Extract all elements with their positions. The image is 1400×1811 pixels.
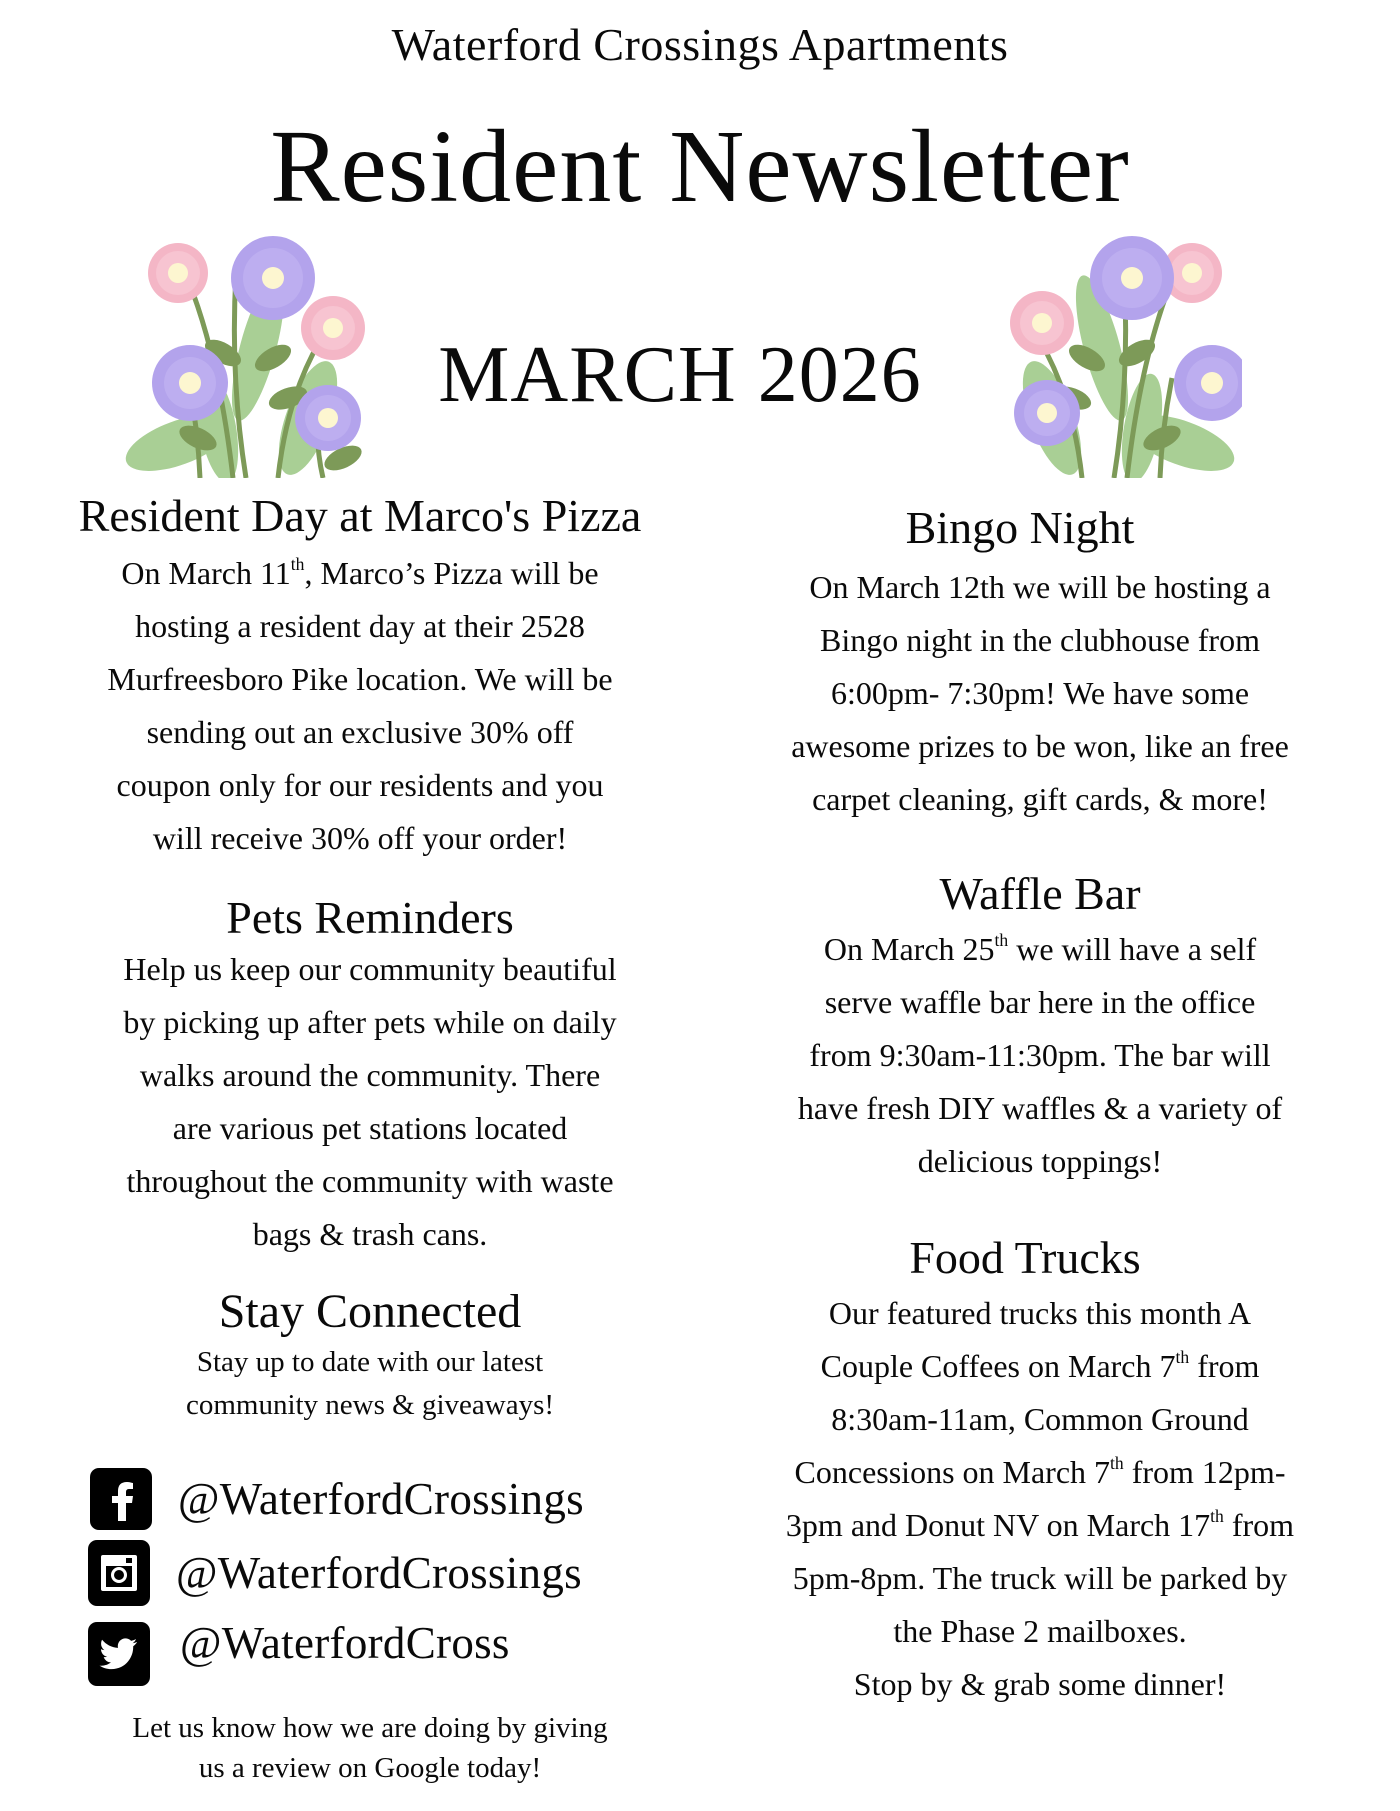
text-line: walks around the community. There bbox=[139, 1056, 601, 1093]
newsletter-title: Resident Newsletter bbox=[270, 109, 1130, 224]
text-line: us a review on Google today! bbox=[198, 1752, 542, 1784]
section-heading: Bingo Night bbox=[905, 502, 1135, 553]
section-heading: Food Trucks bbox=[909, 1232, 1141, 1283]
flower-bouquet-left-icon bbox=[118, 228, 378, 478]
text-line: throughout the community with waste bbox=[126, 1162, 614, 1199]
section-body bbox=[720, 561, 1360, 826]
text-line: Help us keep our community beautiful bbox=[123, 950, 617, 987]
facebook-icon[interactable] bbox=[90, 1468, 152, 1530]
section-pets-reminders bbox=[40, 892, 700, 1261]
property-name: Waterford Crossings Apartments bbox=[391, 19, 1009, 70]
text-line: delicious toppings! bbox=[917, 1142, 1163, 1179]
text-line: 6:00pm- 7:30pm! We have some bbox=[830, 674, 1250, 711]
text-line: 5pm-8pm. The truck will be parked by bbox=[792, 1559, 1288, 1596]
text-line: by picking up after pets while on daily bbox=[123, 1003, 617, 1040]
text-line: the Phase 2 mailboxes. bbox=[893, 1612, 1187, 1649]
text-line: Stop by & grab some dinner! bbox=[853, 1665, 1227, 1702]
text-line: carpet cleaning, gift cards, & more! bbox=[812, 780, 1268, 817]
text-line: , Marco’s Pizza will be bbox=[304, 554, 599, 591]
section-stay-connected bbox=[40, 1284, 700, 1427]
text-line: Concessions on March 7 bbox=[794, 1453, 1111, 1490]
text-line: from bbox=[1223, 1506, 1295, 1543]
text-line: from bbox=[1189, 1347, 1260, 1384]
section-body bbox=[40, 1341, 700, 1427]
text-line: will receive 30% off your order! bbox=[152, 819, 568, 856]
text-line: awesome prizes to be won, like an free bbox=[791, 727, 1289, 764]
section-body bbox=[720, 1287, 1360, 1711]
text-line: from 9:30am-11:30pm. The bar will bbox=[809, 1036, 1271, 1073]
text-line: are various pet stations located bbox=[172, 1109, 568, 1146]
text-line: have fresh DIY waffles & a variety of bbox=[797, 1089, 1283, 1126]
text-line: On March 12th we will be hosting a bbox=[809, 568, 1271, 605]
social-instagram[interactable] bbox=[88, 1540, 582, 1606]
text-line: coupon only for our residents and you bbox=[116, 766, 604, 803]
google-review-prompt bbox=[60, 1708, 680, 1788]
text-line: 3pm and Donut NV on March 17 bbox=[785, 1506, 1211, 1543]
section-heading: Stay Connected bbox=[218, 1285, 522, 1338]
flower-bouquet-right-icon bbox=[982, 228, 1242, 478]
section-body bbox=[720, 923, 1360, 1188]
instagram-icon[interactable] bbox=[88, 1540, 150, 1606]
ordinal-suffix: th bbox=[994, 930, 1009, 951]
text-line: 8:30am-11am, Common Ground bbox=[831, 1400, 1249, 1437]
text-line: Stay up to date with our latest bbox=[196, 1346, 544, 1379]
text-line: community news & giveaways! bbox=[185, 1389, 555, 1422]
text-line: serve waffle bar here in the office bbox=[824, 983, 1256, 1020]
section-heading: Resident Day at Marco's Pizza bbox=[78, 490, 642, 541]
text-line: sending out an exclusive 30% off bbox=[146, 713, 574, 750]
text-line: Bingo night in the clubhouse from bbox=[820, 621, 1260, 658]
section-heading: Waffle Bar bbox=[939, 868, 1141, 919]
issue-date: MARCH 2026 bbox=[438, 331, 922, 419]
text-line: we will have a self bbox=[1008, 930, 1257, 967]
twitter-icon[interactable] bbox=[88, 1622, 150, 1686]
section-bingo-night bbox=[720, 502, 1360, 826]
ordinal-suffix: th bbox=[1210, 1506, 1224, 1527]
text-line: from 12pm- bbox=[1123, 1453, 1286, 1490]
text-line: bags & trash cans. bbox=[252, 1215, 488, 1252]
text-line: Let us know how we are doing by giving bbox=[132, 1712, 608, 1744]
text-line: Our featured trucks this month A bbox=[828, 1294, 1252, 1331]
social-facebook[interactable] bbox=[90, 1468, 584, 1530]
text-line: On March 11 bbox=[121, 554, 291, 591]
section-body bbox=[40, 943, 700, 1261]
social-handle[interactable]: @WaterfordCrossings bbox=[178, 1474, 584, 1524]
social-handle[interactable]: @WaterfordCross bbox=[180, 1618, 510, 1668]
section-food-trucks bbox=[720, 1232, 1360, 1711]
section-marcos-pizza bbox=[40, 490, 680, 865]
ordinal-suffix: th bbox=[1110, 1453, 1124, 1474]
section-body bbox=[50, 547, 670, 865]
text-line: Couple Coffees on March 7 bbox=[820, 1347, 1176, 1384]
ordinal-suffix: th bbox=[290, 554, 305, 575]
ordinal-suffix: th bbox=[1175, 1347, 1190, 1368]
text-line: On March 25 bbox=[823, 930, 995, 967]
text-line: Murfreesboro Pike location. We will be bbox=[107, 660, 613, 697]
section-waffle-bar bbox=[720, 868, 1360, 1188]
social-twitter[interactable] bbox=[88, 1618, 510, 1686]
text-line: hosting a resident day at their 2528 bbox=[135, 607, 585, 644]
section-heading: Pets Reminders bbox=[226, 892, 514, 943]
social-handle[interactable]: @WaterfordCrossings bbox=[176, 1548, 582, 1598]
